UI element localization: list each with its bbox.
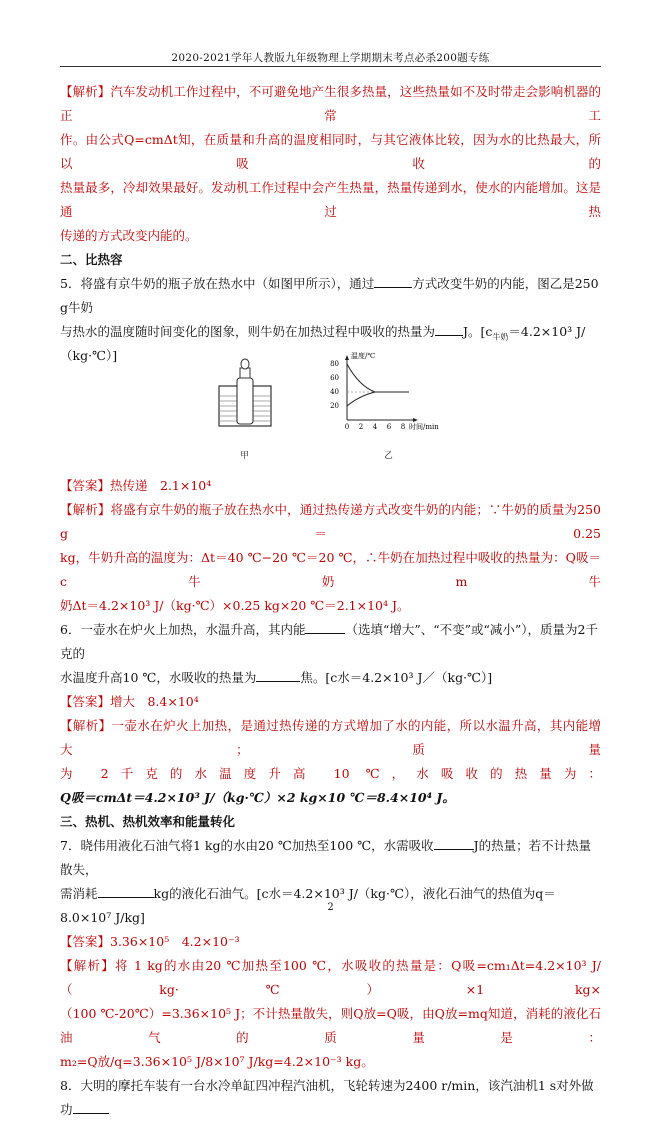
y-tick-20: 20: [329, 402, 339, 410]
q5-text-1b: 方式改变牛奶的内能，图乙是250 g牛奶: [60, 276, 599, 315]
header-divider: [60, 66, 601, 67]
q5-subscript-milk: 牛奶: [492, 332, 509, 342]
q6-line-2: [60, 666, 601, 690]
q5-solution-2: kg，牛奶升高的温度为：Δt＝40 ℃−20 ℃＝20 ℃，∴牛奶在加热过程中吸收的热量为：Q吸＝c牛奶m牛: [60, 550, 601, 589]
intro-line-4: 传递的方式改变内能的。: [60, 228, 198, 243]
page-header: 2020-2021学年人教版九年级物理上学期期末考点必杀200题专练: [171, 52, 490, 64]
x-tick-4: 4: [372, 423, 377, 431]
intro-line-2: 作。由公式Q=cmΔt知，在质量和升高的温度相同时，与其它液体比较，因为水的比热最大，所以吸收的: [60, 132, 601, 171]
page-number: 2: [327, 902, 334, 913]
q6-answer: 【答案】增大 8.4×10⁴: [60, 694, 199, 709]
y-tick-60: 60: [329, 374, 339, 382]
q8-text-1a: 8．大明的摩托车装有一台水冷单缸四冲程汽油机，飞轮转速为2400 r/min，该汽油机1 s对外做功: [60, 1078, 594, 1117]
intro-line-3: 热量最多，冷却效果最好。发动机工作过程中会产生热量，热量传递到水，使水的内能增加。这是通过热: [60, 180, 601, 219]
q7-blank-1: [434, 837, 474, 850]
q6-text-1a: 6．一壶水在炉火上加热，水温升高，其内能: [60, 622, 306, 637]
q7-blank-2: [98, 885, 154, 898]
q5-text-2a: 与热水的温度随时间变化的图象，则牛奶在加热过程中吸收的热量为: [60, 324, 436, 339]
q6-solution-1: 【解析】一壶水在炉火上加热，是通过热传递的方式增加了水的内能，所以水温升高，其内能增大；质量: [60, 718, 601, 757]
section-title-heat-engines: 三、热机、热机效率和能量转化: [60, 814, 236, 829]
y-tick-40: 40: [329, 388, 339, 396]
q5-solution-3: 奶Δt＝4.2×10³ J/（kg·℃）×0.25 kg×20 ℃＝2.1×10⁴ J。: [60, 598, 410, 613]
q6-text-2a: 水温度升高10 ℃，水吸收的热量为: [60, 670, 257, 685]
x-tick-0: 0: [344, 423, 349, 431]
temperature-time-graph: [329, 352, 449, 434]
bottle-in-water-illustration: [213, 356, 277, 434]
intro-line-1: 【解析】汽车发动机工作过程中，不可避免地产生很多热量，这些热量如不及时带走会影响机器的正常工: [60, 84, 601, 123]
q6-blank-1: [305, 621, 345, 634]
q7-solution-2: （100 ℃-20℃）=3.36×10⁵ J；不计热量散失，则Q放=Q吸，由Q放=mq知道，消耗的液化石油气的质量是：: [60, 1006, 601, 1045]
q5-blank-2: [435, 323, 463, 336]
q6-text-2b: 焦。[c水＝4.2×10³ J／（kg·℃）]: [300, 670, 493, 685]
q5-blank-1: [374, 275, 412, 288]
q6-blank-2: [256, 669, 300, 682]
q7-answer: 【答案】3.36×10⁵ 4.2×10⁻³: [60, 934, 240, 949]
figure-jia-label: 甲: [240, 451, 249, 461]
q6-solution-2: 为 2千克的水温度升高 10 ℃，水吸收的热量为：: [60, 766, 601, 781]
q7-text-2a: 需消耗: [60, 886, 98, 901]
x-tick-8: 8: [400, 423, 405, 431]
q7-text-1a: 7．晓伟用液化石油气将1 kg的水由20 ℃加热至100 ℃，水需吸收: [60, 838, 434, 853]
q5-text-2b: J。[c: [463, 324, 493, 339]
q5-text-1a: 5．将盛有京牛奶的瓶子放在热水中（如图甲所示），通过: [60, 276, 375, 291]
figure-yi-label: 乙: [384, 451, 393, 461]
x-tick-6: 6: [386, 423, 391, 431]
x-tick-2: 2: [358, 423, 363, 431]
q6-line-1: [60, 618, 601, 666]
q7-line-1: [60, 834, 601, 882]
y-axis-label: 温度/℃: [350, 352, 375, 360]
q7-solution-1: 【解析】将 1 kg的水由20 ℃加热至100 ℃，水吸收的热量是：Q吸=cm₁Δt=4.2×10³ J/（kg·℃）×1 kg×: [60, 958, 601, 997]
x-axis-label: 时间/min: [408, 423, 439, 431]
q5-figures: [60, 352, 601, 468]
q7-text-2b: kg的液化石油气。[c水＝4.2×10³ J/（kg·℃），液化石油气的热值为q＝8.0×10⁷ J/kg]: [60, 886, 556, 925]
q7-solution-3: m₂=Q放/q=3.36×10⁵ J/8×10⁷ J/kg=4.2×10⁻³ kg。: [60, 1054, 374, 1069]
page-content: [60, 80, 601, 1122]
q5-text-2d: ＝4.2×10³ J/（kg·℃）]: [60, 324, 586, 363]
y-tick-80: 80: [329, 360, 339, 368]
q8-blank-1: [73, 1101, 109, 1114]
q6-solution-formula: Q吸＝cmΔt＝4.2×10³ J/（kg·℃）×2 kg×10 ℃＝8.4×10⁴ J。: [60, 790, 455, 805]
q5-solution-1: 【解析】将盛有京牛奶的瓶子放在热水中，通过热传递方式改变牛奶的内能；∵牛奶的质量为250 g＝0.25: [60, 502, 601, 541]
figure-jia: [213, 356, 277, 468]
q5-answer: 【答案】热传递 2.1×10⁴: [60, 478, 212, 493]
q6-text-1b: （选填“增大”、“不变”或“减小”），质量为2千克的: [60, 622, 599, 661]
section-title-specific-heat: 二、比热容: [60, 252, 123, 267]
q7-text-1b: J的热量；若不计热量散失，: [60, 838, 592, 877]
q5-line-1: [60, 272, 601, 320]
q8-line-1: [60, 1074, 601, 1122]
figure-yi: [329, 352, 449, 468]
